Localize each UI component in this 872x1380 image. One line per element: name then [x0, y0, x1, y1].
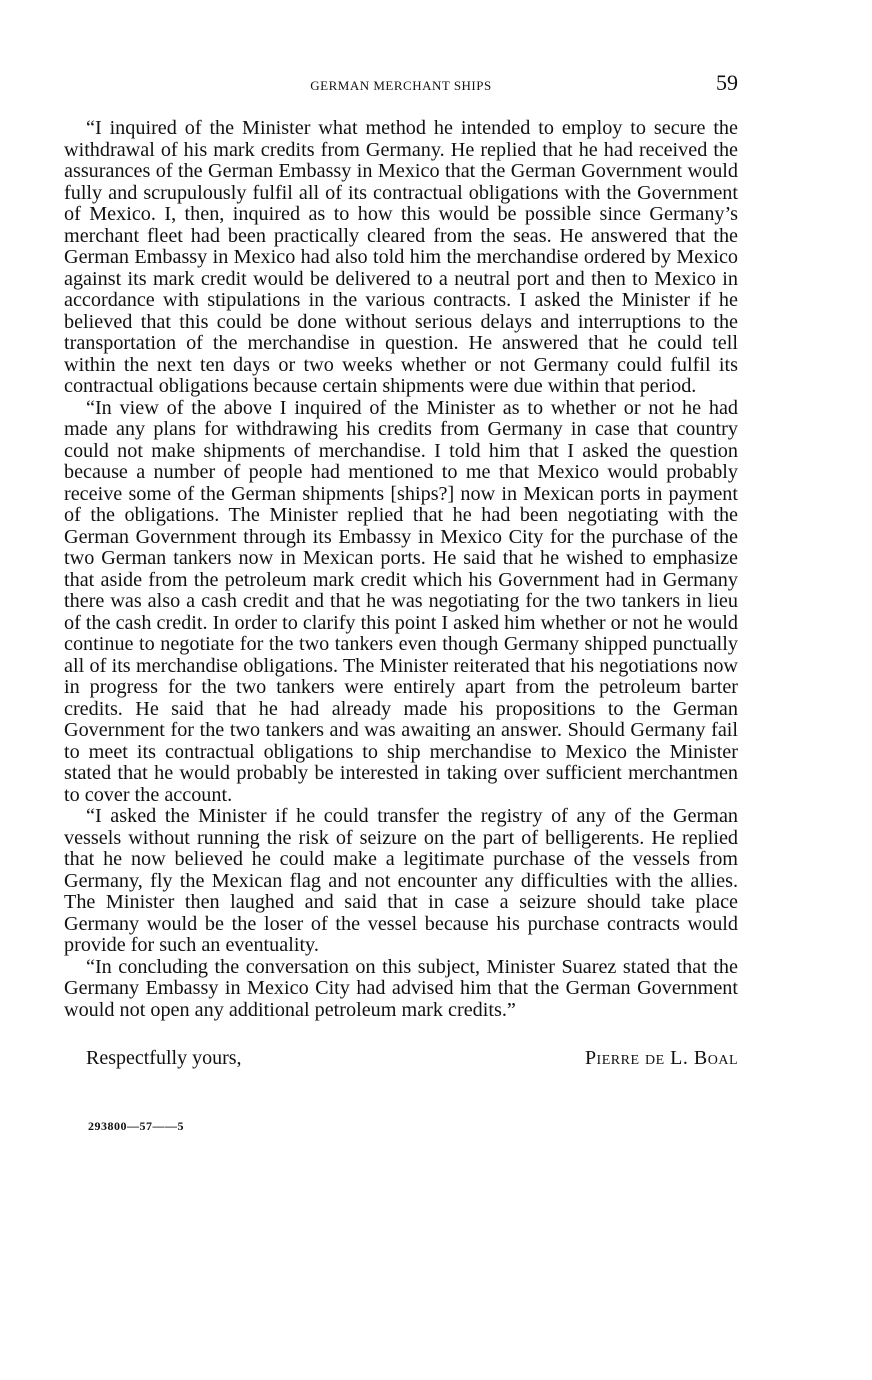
signer-name: Pierre de L. Boal	[584, 1047, 738, 1069]
paragraph-3: “I asked the Minister if he could transfer the registry of any of the German vessels without running the risk of seizure on the part of belligerents. He replied that he now believed he could make a legitimate purchase of the vessels from Germany, fly the Mexican flag and not encounter any difficulties with the allies. The Minister then laughed and said that in case a seizure should take place Germany would be the loser of the vessel because his purchase contracts would provide for such an eventuality.	[64, 805, 738, 956]
closing-text: Respectfully yours,	[86, 1047, 242, 1069]
print-code: 293800—57——5	[88, 1119, 184, 1133]
signature-block	[64, 1047, 738, 1073]
paragraph-1: “I inquired of the Minister what method he intended to employ to secure the withdrawal of his mark credits from Germany. He replied that he had received the assurances of the German Embassy in Mexico that the German Government would fully and scrupulously fulfil all of its contractual obligations with the Government of Mexico. I, then, inquired as to how this would be possible since Germany’s merchant fleet had been practically cleared from the seas. He answered that the German Embassy in Mexico had also told him the merchandise ordered by Mexico against its mark credit would be delivered to a neutral port and then to Mexico in accordance with stipulations in the various contracts. I asked the Minister if he believed that this could be done without serious delays and interruptions to the transportation of the merchandise in question. He answered that he could tell within the next ten days or two weeks whether or not Germany could fulfil its contractual obligations because certain shipments were due within that period.	[64, 117, 738, 397]
page-number: 59	[716, 70, 738, 95]
running-header	[64, 70, 738, 104]
body-text	[64, 118, 738, 1021]
document-page	[64, 70, 738, 1134]
paragraph-2: “In view of the above I inquired of the Minister as to whether or not he had made any plans for withdrawing his credits from Germany in case that country could not make shipments of merchandise. I told him that I asked the question because a number of people had mentioned to me that Mexico would probably receive some of the German shipments [ships?] now in Mexican ports in payment of the obligations. The Minister replied that he had been negotiating with the German Government through its Embassy in Mexico City for the purchase of the two German tankers now in Mexican ports. He said that he wished to emphasize that aside from the petroleum mark credit which his Government had in Germany there was also a cash credit and that he was negotiating for the two tankers in lieu of the cash credit. In order to clarify this point I asked him whether or not he would continue to negotiate for the two tankers even though Germany shipped punctually all of its merchandise obligations. The Minister reiterated that his negotiations now in progress for the two tankers were entirely apart from the petroleum barter credits. He said that he had already made his propositions to the German Government for the two tankers and was awaiting an answer. Should Germany fail to meet its contractual obligations to ship merchandise to Mexico the Minister stated that he would probably be interested in taking over sufficient merchantmen to cover the account.	[64, 396, 738, 806]
paragraph-4: “In concluding the conversation on this subject, Minister Suarez stated that the Germany Embassy in Mexico City had advised him that the German Government would not open any additional petroleum mark credits.”	[64, 955, 738, 1021]
running-title: GERMAN MERCHANT SHIPS	[310, 78, 492, 93]
